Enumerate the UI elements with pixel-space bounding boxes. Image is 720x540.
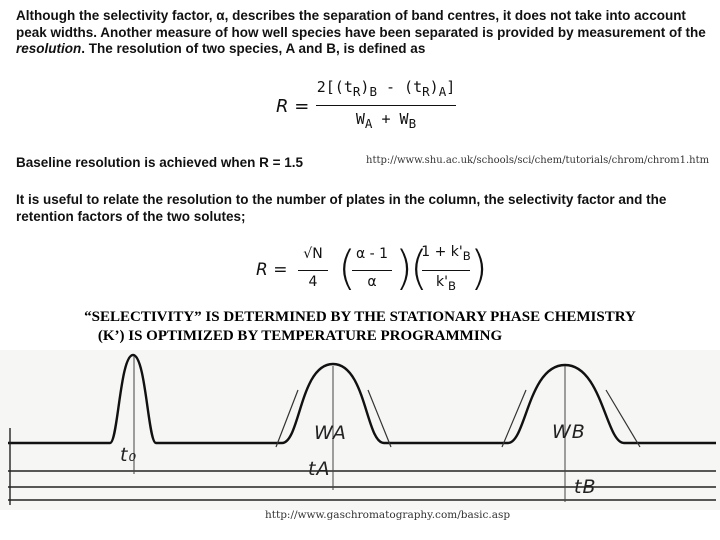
source-url-gaschromatography[interactable]: http://www.gaschromatography.com/basic.asp bbox=[265, 509, 511, 521]
eq2-four: 4 bbox=[308, 274, 318, 290]
eq2-lhs: R = bbox=[256, 260, 288, 280]
ta-label: tA bbox=[308, 458, 331, 480]
intro-text-1: Although the selectivity factor, α, describes the separation of band centres, it does not take into account peak widths. Another measure of how well species have been separated is provided by measurement of the bbox=[16, 8, 706, 40]
eq1-denominator: $W_A + W_B$ bbox=[355, 110, 417, 131]
eq1-fraction-bar bbox=[316, 105, 456, 106]
wb-label: WB bbox=[552, 421, 586, 443]
source-url-shu[interactable]: http://www.shu.ac.uk/schools/sci/chem/tutorials/chrom/chrom1.htm bbox=[366, 155, 710, 166]
eq1-lhs: R = bbox=[276, 96, 310, 117]
banner-line-1: “SELECTIVITY” IS DETERMINED BY THE STATIONARY PHASE CHEMISTRY bbox=[84, 309, 636, 325]
eq2-sqrt-n: √N bbox=[303, 246, 323, 262]
eq2-bar-3 bbox=[422, 270, 470, 271]
eq2-bar-1 bbox=[298, 270, 328, 271]
plates-equation bbox=[256, 238, 486, 304]
banner-line-2: (K’) IS OPTIMIZED BY TEMPERATURE PROGRAMMING bbox=[97, 328, 503, 344]
selectivity-banner bbox=[0, 308, 720, 346]
eq2-left-paren-2: ( bbox=[410, 241, 428, 295]
eq2-left-paren-1: ( bbox=[338, 241, 356, 295]
eq2-k-prime: $k'_B$ bbox=[436, 274, 456, 293]
resolution-term: resolution bbox=[16, 41, 82, 56]
eq2-alpha: α bbox=[367, 274, 377, 290]
eq2-one-plus-k: $1 + k'_B$ bbox=[421, 244, 471, 263]
chromatogram-figure bbox=[0, 350, 720, 530]
intro-paragraph bbox=[16, 8, 716, 58]
plates-paragraph: It is useful to relate the resolution to the number of plates in the column, the selectivity factor and the retention factors of the two solutes; bbox=[16, 192, 667, 224]
eq2-right-paren-2: ) bbox=[470, 241, 488, 295]
t0-label: t₀ bbox=[120, 444, 138, 466]
eq2-right-paren-1: ) bbox=[395, 241, 413, 295]
baseline-resolution-text: Baseline resolution is achieved when R = 1.5 bbox=[16, 155, 303, 170]
tb-label: tB bbox=[574, 476, 597, 498]
wa-label: WA bbox=[314, 422, 347, 444]
eq1-numerator: $2[(t_R)_B - (t_R)_A]$ bbox=[316, 78, 456, 99]
intro-text-2: . The resolution of two species, A and B, is defined as bbox=[81, 41, 426, 56]
eq2-alpha-minus-one: α - 1 bbox=[355, 246, 389, 262]
eq2-bar-2 bbox=[352, 270, 392, 271]
resolution-equation bbox=[276, 78, 476, 138]
